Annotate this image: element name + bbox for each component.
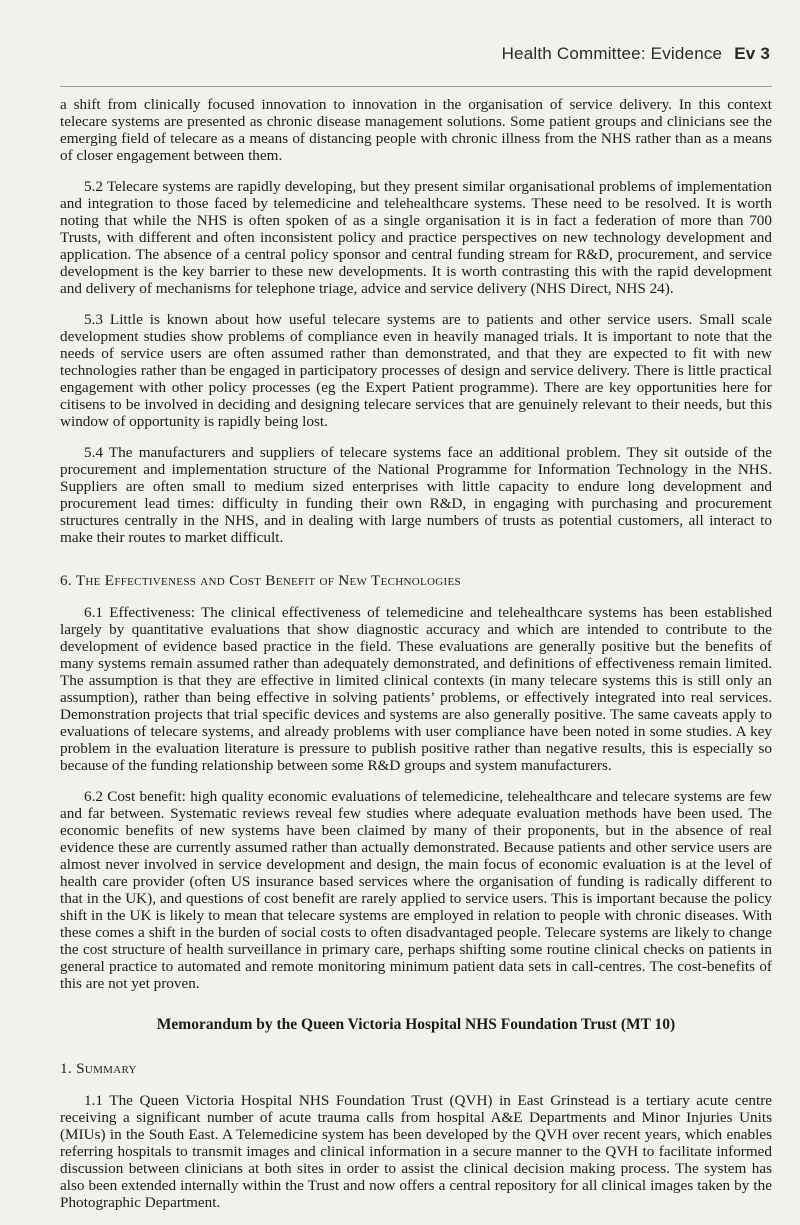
paragraph-6-1: 6.1 Effectiveness: The clinical effectiveness of telemedicine and telehealthcare systems has been established largely by quantitative evaluations that show diagnostic accuracy and which are intended to contribute to the development of evidence based practice in the field. These evaluations are generally positive but the benefits of many systems remain assumed rather than adequately demonstrated, and definitions of effectiveness remain limited. The assumption is that they are effective in limited clinical contexts (in many telecare systems this is still only an assumption), rather than being effective in solving patients’ problems, or effectively integrated into real services. Demonstration projects that trial specific devices and systems are also generally positive. The same caveats apply to evaluations of telecare systems, and already problems with user compliance have been noted in some studies. A key problem in the evaluation literature is pressure to publish positive rather than negative results, this is especially so because of the funding relationship between some R&D groups and system manufacturers.	[60, 604, 772, 774]
header-rule	[60, 86, 772, 87]
paragraph-6-2: 6.2 Cost benefit: high quality economic evaluations of telemedicine, telehealthcare and telecare systems are few and far between. Systematic reviews reveal few studies where adequate evaluation methods have been used. The economic benefits of new systems have been claimed by many of their proponents, but in the absence of real evidence these are currently assumed rather than actually demonstrated. Because patients and other service users are almost never involved in service development and design, the main focus of economic evaluation is at the level of health care provider (often US insurance based services where the organisation of funding is radically different to that in the UK), and questions of cost benefit are rarely applied to service users. This is important because the policy shift in the UK is likely to mean that telecare systems are employed in relation to people with chronic diseases. With these comes a shift in the burden of social costs to often disadvantaged people. Telecare systems are likely to change the cost structure of health surveillance in primary care, perhaps shifting some routine clinical checks on patients in general practice to automated and remote monitoring minimum patient data sets in call-centres. The cost-benefits of this are not yet proven.	[60, 788, 772, 992]
document-body	[60, 96, 772, 1225]
paragraph-continuation: a shift from clinically focused innovation to innovation in the organisation of service delivery. In this context telecare systems are presented as chronic disease management solutions. Some patient groups and clinicians see the emerging field of telecare as a means of distancing people with chronic illness from the NHS rather than as a means of closer engagement between them.	[60, 96, 772, 164]
page-reference: Ev 3	[734, 44, 770, 63]
paragraph-5-3: 5.3 Little is known about how useful telecare systems are to patients and other service users. Small scale development studies show problems of compliance even in heavily managed trials. It is important to note that the needs of service users are often assumed rather than demonstrated, and that they are expected to fit with new technologies rather than be engaged in participatory processes of design and service delivery. There is little practical engagement with other policy processes (eg the Expert Patient programme). There are key opportunities here for citisens to be involved in deciding and designing telecare services that are genuinely relevant to their needs, but this window of opportunity is rapidly being lost.	[60, 311, 772, 430]
paragraph-5-4: 5.4 The manufacturers and suppliers of telecare systems face an additional problem. They sit outside of the procurement and implementation structure of the National Programme for Information Technology in the NHS. Suppliers are often small to medium sized enterprises with little capacity to endure long development and procurement lead times: difficulty in funding their own R&D, in engaging with purchasing and procurement structures centrally in the NHS, and in dealing with large numbers of trusts as potential customers, all interact to make their routes to market difficult.	[60, 444, 772, 546]
running-header	[502, 44, 770, 64]
paragraph-5-2: 5.2 Telecare systems are rapidly developing, but they present similar organisational problems of implementation and integration to those faced by telemedicine and telehealthcare systems. These need to be resolved. It is worth noting that while the NHS is often spoken of as a single organisation it is in fact a federation of more than 700 Trusts, with different and often inconsistent policy and practice perspectives on new technology development and application. The absence of a central policy sponsor and central funding stream for R&D, procurement, and service development is the key barrier to these new developments. It is worth contrasting this with the rapid development and delivery of mechanisms for telephone triage, advice and service delivery (NHS Direct, NHS 24).	[60, 178, 772, 297]
section-heading-6: 6. The Effectiveness and Cost Benefit of New Technologies	[60, 572, 461, 589]
paragraph-1-1: 1.1 The Queen Victoria Hospital NHS Foundation Trust (QVH) in East Grinstead is a tertiary acute centre receiving a significant number of acute trauma calls from hospital A&E Departments and Minor Injuries Units (MIUs) in the South East. A Telemedicine system has been developed by the QVH over recent years, which enables referring hospitals to transmit images and clinical information in a secure manner to the QVH to facilitate informed discussion between clinicians at both sites in order to assist the clinical decision making process. The system has also been extended internally within the Trust and now offers a central repository for all clinical images taken by the Photographic Department.	[60, 1092, 772, 1211]
memorandum-heading: Memorandum by the Queen Victoria Hospital NHS Foundation Trust (MT 10)	[156, 1016, 676, 1033]
header-title: Health Committee: Evidence	[501, 44, 723, 63]
section-heading-summary: 1. Summary	[60, 1060, 137, 1077]
